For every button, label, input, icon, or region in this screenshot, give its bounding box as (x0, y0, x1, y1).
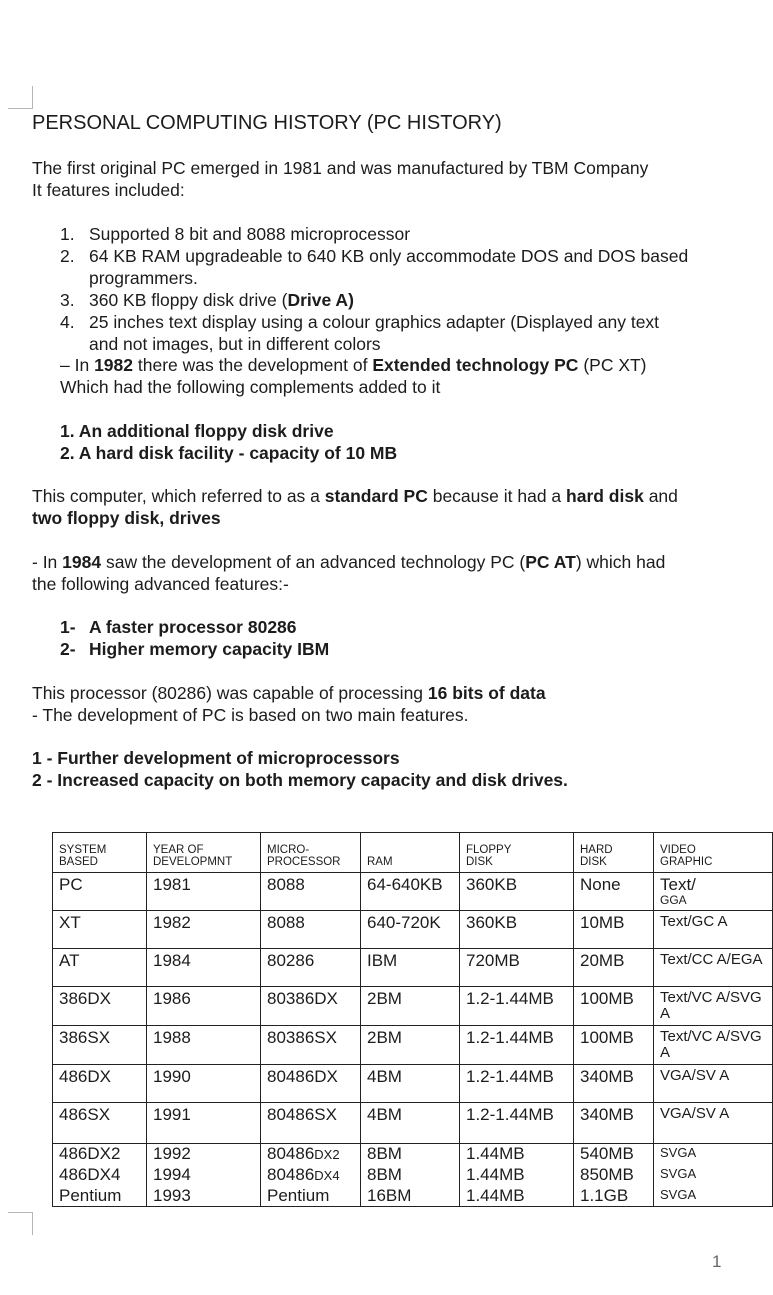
intro-line-1: The first original PC emerged in 1981 and was manufactured by TBM Company (32, 158, 649, 178)
cell: 80386DX (261, 987, 361, 1026)
xt-paragraph-line-1: – In 1982 there was the development of Extended technology PC (PC XT) (60, 355, 647, 375)
table-row (53, 873, 773, 911)
cell: Text/VC A/SVGA (654, 1026, 773, 1065)
cell: AT (53, 949, 147, 987)
cell: 1991 (147, 1103, 261, 1144)
page-corner-mark-bottom (8, 1212, 33, 1235)
cell: 386SX (53, 1026, 147, 1065)
cell: 4BM (361, 1065, 460, 1103)
at-list-item: A faster processor 80286 (89, 617, 297, 637)
cell: 20MB (574, 949, 654, 987)
cell: 1986 (147, 987, 261, 1026)
cell: 1988 (147, 1026, 261, 1065)
list-number: 4. (60, 312, 75, 332)
table-row (53, 949, 773, 987)
at-list-item: Higher memory capacity IBM (89, 639, 330, 659)
cell: 540MB (574, 1144, 654, 1166)
cell: 340MB (574, 1065, 654, 1103)
cell: 1.44MB (460, 1165, 574, 1186)
intro-line-2: It features included: (32, 180, 185, 200)
standard-paragraph-line-1: This computer, which referred to as a standard PC because it had a hard disk and (32, 486, 678, 506)
cell: 720MB (460, 949, 574, 987)
header-ram: RAM (361, 833, 460, 873)
cell: Text/ GGA (654, 873, 773, 911)
cell: 2BM (361, 1026, 460, 1065)
table-header-row (53, 833, 773, 873)
cell: VGA/SV A (654, 1103, 773, 1144)
cell: 486DX4 (53, 1165, 147, 1186)
list-item-continued: and not images, but in different colors (89, 334, 381, 354)
document-title: PERSONAL COMPUTING HISTORY (PC HISTORY) (32, 112, 502, 134)
list-item-continued: programmers. (89, 268, 198, 288)
xt-paragraph-line-2: Which had the following complements added to it (60, 377, 441, 397)
cell: 100MB (574, 1026, 654, 1065)
table-row (53, 1165, 773, 1186)
cell: Text/CC A/EGA (654, 949, 773, 987)
xt-list-item: 1. An additional floppy disk drive (60, 421, 334, 441)
cell: 1.1GB (574, 1186, 654, 1207)
cell: Pentium (261, 1186, 361, 1207)
cell: 8088 (261, 873, 361, 911)
cell: VGA/SV A (654, 1065, 773, 1103)
cell: 100MB (574, 987, 654, 1026)
cell: 16BM (361, 1186, 460, 1207)
cell: None (574, 873, 654, 911)
cell: 386DX (53, 987, 147, 1026)
cell: IBM (361, 949, 460, 987)
list-number: 1. (60, 224, 75, 244)
cell: 1.2-1.44MB (460, 1026, 574, 1065)
at-list-number: 1- (60, 617, 76, 637)
cell: SVGA (654, 1165, 773, 1186)
cell: 1.44MB (460, 1186, 574, 1207)
list-item: 360 KB floppy disk drive (Drive A) (89, 290, 354, 310)
pc-history-table (52, 832, 773, 1207)
cell: 1.2-1.44MB (460, 987, 574, 1026)
header-system-based: SYSTEM BASED (53, 833, 147, 873)
cell: 10MB (574, 911, 654, 949)
main-feature-item: 2 - Increased capacity on both memory capacity and disk drives. (32, 770, 568, 790)
table-row (53, 1103, 773, 1144)
cell: 1982 (147, 911, 261, 949)
cell: Pentium (53, 1186, 147, 1207)
cell: 1.2-1.44MB (460, 1103, 574, 1144)
list-item: 64 KB RAM upgradeable to 640 KB only accommodate DOS and DOS based (89, 246, 689, 266)
cell: 850MB (574, 1165, 654, 1186)
table-row (53, 1144, 773, 1166)
cell: 1984 (147, 949, 261, 987)
xt-list-item: 2. A hard disk facility - capacity of 10 MB (60, 443, 398, 463)
cell: XT (53, 911, 147, 949)
list-number: 3. (60, 290, 75, 310)
table-row (53, 1026, 773, 1065)
processor-paragraph-line-1: This processor (80286) was capable of processing 16 bits of data (32, 683, 546, 703)
cell: 1992 (147, 1144, 261, 1166)
cell: 1993 (147, 1186, 261, 1207)
cell: SVGA (654, 1144, 773, 1166)
standard-paragraph-line-2: two floppy disk, drives (32, 508, 221, 528)
cell: 4BM (361, 1103, 460, 1144)
cell: 80486DX4 (261, 1165, 361, 1186)
cell: 80386SX (261, 1026, 361, 1065)
header-year: YEAR OF DEVELOPMNT (147, 833, 261, 873)
cell: 486DX2 (53, 1144, 147, 1166)
cell: 1.2-1.44MB (460, 1065, 574, 1103)
cell: Text/VC A/SVGA (654, 987, 773, 1026)
header-video-graphic: VIDEO GRAPHIC (654, 833, 773, 873)
table-row (53, 1186, 773, 1207)
at-list-number: 2- (60, 639, 76, 659)
cell: 1.44MB (460, 1144, 574, 1166)
table-row (53, 911, 773, 949)
cell: 8BM (361, 1165, 460, 1186)
page-number: 1 (712, 1252, 722, 1271)
header-hard-disk: HARD DISK (574, 833, 654, 873)
cell: 8BM (361, 1144, 460, 1166)
cell: 2BM (361, 987, 460, 1026)
cell: 80286 (261, 949, 361, 987)
cell: 64-640KB (361, 873, 460, 911)
cell: 1981 (147, 873, 261, 911)
table-row (53, 987, 773, 1026)
cell: SVGA (654, 1186, 773, 1207)
cell: 360KB (460, 911, 574, 949)
list-item: 25 inches text display using a colour graphics adapter (Displayed any text (89, 312, 660, 332)
cell: 360KB (460, 873, 574, 911)
cell: 1994 (147, 1165, 261, 1186)
list-number: 2. (60, 246, 75, 266)
page-corner-mark-top (8, 86, 33, 109)
cell: 486SX (53, 1103, 147, 1144)
list-item: Supported 8 bit and 8088 microprocessor (89, 224, 411, 244)
cell: PC (53, 873, 147, 911)
table-row (53, 1065, 773, 1103)
processor-paragraph-line-2: - The development of PC is based on two main features. (32, 705, 469, 725)
cell: 340MB (574, 1103, 654, 1144)
cell: 640-720K (361, 911, 460, 949)
cell: 80486SX (261, 1103, 361, 1144)
cell: 80486DX (261, 1065, 361, 1103)
at-paragraph-line-1: - In 1984 saw the development of an advanced technology PC (PC AT) which had (32, 552, 666, 572)
cell: 8088 (261, 911, 361, 949)
cell: Text/GC A (654, 911, 773, 949)
cell: 486DX (53, 1065, 147, 1103)
cell: 80486DX2 (261, 1144, 361, 1166)
at-paragraph-line-2: the following advanced features:- (32, 574, 289, 594)
header-floppy-disk: FLOPPY DISK (460, 833, 574, 873)
main-feature-item: 1 - Further development of microprocessors (32, 748, 400, 768)
cell: 1990 (147, 1065, 261, 1103)
header-microprocessor: MICRO- PROCESSOR (261, 833, 361, 873)
